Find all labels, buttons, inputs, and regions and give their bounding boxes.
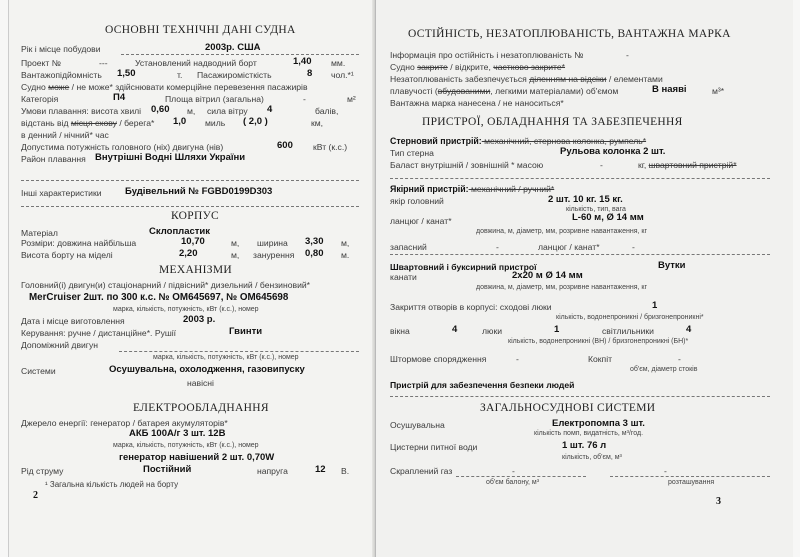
current-label: Рід струму — [21, 466, 64, 476]
wave-height-value: 0,60 — [151, 104, 170, 115]
year-place-label: Рік і місце побудови — [21, 44, 101, 54]
sail-area-unit: м² — [347, 94, 356, 104]
storm-value: - — [516, 354, 519, 364]
storm-label: Штормове спорядження — [390, 354, 487, 364]
beam-label: ширина — [257, 238, 288, 248]
passengers-unit: чол.*¹ — [331, 70, 354, 80]
capacity-label: Вантажопідйомність — [21, 70, 102, 80]
windows-value: 4 — [452, 324, 458, 335]
gas-value: - — [512, 466, 515, 476]
year-place-line — [121, 54, 359, 55]
conditions-label: Умови плавання: висота хвилі — [21, 106, 142, 116]
material-value: Склопластик — [149, 226, 211, 237]
stability-title: ОСТІЙНІСТЬ, НЕЗАТОПЛЮВАНІСТЬ, ВАНТАЖНА МАРКА — [408, 28, 731, 40]
gas-line — [456, 476, 586, 477]
page-number-left: 2 — [33, 490, 38, 501]
voltage-value: 12 — [315, 464, 326, 475]
engine-value: MerCruiser 2шт. по 300 к.с. № OM645697, № OM645698 — [29, 292, 289, 303]
ropes-value: 2х20 м Ø 14 мм — [512, 270, 583, 281]
mfg-label: Дата і місце виготовлення — [21, 316, 125, 326]
anchor-device-line: Якірний пристрій: механічний / ручний* — [390, 184, 555, 194]
page-number-right: 3 — [716, 496, 721, 507]
other-label: Інші характеристики — [21, 188, 102, 198]
spare-blank-line — [390, 254, 770, 255]
systems-label: Системи — [21, 366, 56, 376]
wave-height-unit: м, — [187, 106, 196, 116]
project-label: Проект № — [21, 58, 61, 68]
ballast-tail: кг, швартовний пристрій* — [638, 160, 737, 170]
ballast-value: - — [600, 160, 603, 170]
electrical-title: ЕЛЕКТРООБЛАДНАННЯ — [133, 402, 269, 414]
windows-label: вікна — [390, 326, 410, 336]
draft-unit: м. — [341, 250, 350, 260]
stability-info-value: - — [626, 50, 629, 60]
general-systems-title: ЗАГАЛЬНОСУДНОВІ СИСТЕМИ — [480, 402, 656, 414]
engine-label: Головний(і) двигун(и) стаціонарний / підвісний* дизельний / бензиновий* — [21, 280, 311, 290]
right-page — [375, 0, 793, 557]
anchor-main-sub: кількість, тип, вага — [566, 206, 626, 213]
power-label: Допустима потужність головного (нiх) двигуна (нiв) — [21, 142, 224, 152]
chain-value: L-60 м, Ø 14 мм — [572, 212, 644, 223]
hatches-value: 1 — [554, 324, 560, 335]
category-value: П4 — [113, 92, 126, 103]
anchor-main-label: якір головний — [390, 196, 444, 206]
project-value: --- — [99, 58, 108, 68]
hull-closures-value: 1 — [652, 300, 658, 311]
closed-line: Судно закрите / відкрите, частково закрите* — [390, 62, 566, 72]
length-value: 10,70 — [181, 236, 205, 247]
voltage-label: напруга — [257, 466, 288, 476]
stability-info-label: Інформація про остійність і незатоплюваність № — [390, 50, 584, 60]
draft-value: 0,80 — [305, 248, 324, 259]
drain-value: Електропомпа 3 шт. — [552, 418, 645, 429]
beam-value: 3,30 — [305, 236, 324, 247]
draft-label: занурення — [253, 250, 295, 260]
storm-sub: об'єм, діаметр стоків — [630, 366, 698, 373]
drain-label: Осушувальна — [390, 420, 445, 430]
depth-label: Висота борту на мiделi — [21, 250, 113, 260]
generator-value: генератор навішений 2 шт. 0,70W — [119, 452, 275, 463]
unsinkability-line: Незатоплюваність забезпечується діленням на відсіки / елементами — [390, 74, 663, 84]
skylights-label: світлильники — [602, 326, 654, 336]
steering-device-line: Стерновий пристрій: механічний, стернова колонка, румпель* — [390, 136, 647, 146]
steering-value: Гвинти — [229, 326, 263, 337]
aux-sub: марка, кількість, потужність, кВт (к.с.), номер — [153, 354, 299, 361]
water-label: Цистерни питної води — [390, 442, 478, 452]
cockpit-value: - — [678, 354, 681, 364]
anchor-main-value: 2 шт. 10 кг. 15 кг. — [548, 194, 623, 205]
power-source-sub: марка, кількість, потужність, кВт (к.с.), номер — [113, 442, 259, 449]
safety-blank-line — [390, 396, 770, 397]
engine-sub: марка, кількість, потужність, кВт (к.с.), номер — [113, 306, 259, 313]
power-unit: кВт (к.с.) — [313, 142, 348, 152]
sail-area-label: Площа вітрил (загальна) — [165, 94, 264, 104]
equipment-title: ПРИСТРОЇ, ОБЛАДНАННЯ ТА ЗАБЕЗПЕЧЕННЯ — [422, 116, 683, 128]
ballast-blank-line — [390, 178, 770, 179]
spare-chain-value: - — [632, 242, 635, 252]
gas-sub: об'єм балону, м³ — [486, 479, 540, 486]
chain-label: ланцюг / канат* — [390, 216, 452, 226]
steering-label: Керування: ручне / дистанційне*. Рушії — [21, 328, 177, 338]
wind-unit: балів, — [315, 106, 339, 116]
freeboard-label: Установлений надводний борт — [135, 58, 257, 68]
passengers-value: 8 — [307, 68, 313, 79]
buoyancy-value: В наяві — [652, 84, 687, 95]
passengers-label: Пасажиромісткість — [197, 70, 272, 80]
mooring-value: Вутки — [658, 260, 686, 271]
area-blank-line — [21, 180, 359, 181]
spare-value: - — [496, 242, 499, 252]
power-source-value: АКБ 100А/г 3 шт. 12В — [129, 428, 226, 439]
freeboard-unit: мм. — [331, 58, 346, 68]
sail-area-value: - — [303, 94, 306, 104]
systems-value: Осушувальна, охолодження, газовипуску — [109, 364, 305, 375]
commercial-line: Судно може / не може* здійснювати комерційне перевезення пасажирів — [21, 82, 308, 92]
freeboard-value: 1,40 — [293, 56, 312, 67]
systems-value2: навісні — [187, 378, 214, 388]
current-value: Постійний — [143, 464, 192, 475]
rudder-type-label: Тип стерна — [390, 148, 434, 158]
mfg-value: 2003 р. — [183, 314, 216, 325]
hatches-label: люки — [482, 326, 503, 336]
main-tech-data-title: ОСНОВНІ ТЕХНІЧНІ ДАНІ СУДНА — [105, 24, 296, 36]
power-source-label: Джерело енергії: генератор / батарея акумуляторів* — [21, 418, 228, 428]
footnote: ¹ Загальна кількість людей на борту — [45, 480, 179, 489]
mooring-label: Швартовний і буксирний пристрої — [390, 262, 537, 272]
aux-label: Допоміжний двигун — [21, 340, 98, 350]
distance-km-value: ( 2,0 ) — [243, 116, 268, 127]
wind-value: 4 — [267, 104, 273, 115]
water-value: 1 шт. 76 л — [562, 440, 607, 451]
rudder-type-value: Рульова колонка 2 шт. — [560, 146, 666, 157]
spare-label: запасний — [390, 242, 427, 252]
depth-value: 2,20 — [179, 248, 198, 259]
safety-label: Пристрій для забезпечення безпеки людей — [390, 380, 575, 390]
day-night-text: в денний / нічний* час — [21, 130, 109, 140]
voltage-unit: В. — [341, 466, 350, 476]
gas-sub2: розташування — [668, 479, 715, 486]
distance-km-unit: км, — [311, 118, 324, 128]
drain-sub: кількість помп, видатність, м³/год. — [534, 430, 644, 437]
distance-miles-value: 1,0 — [173, 116, 187, 127]
ballast-line: Баласт внутрішній / зовнішній * масою — [390, 160, 544, 170]
windows-sub: кількість, водонепроникні (ВН) / бризгонепроникні (БН)* — [508, 338, 689, 345]
left-page — [8, 0, 376, 557]
year-place-value: 2003р. США — [205, 42, 261, 53]
length-unit: м, — [231, 238, 240, 248]
hull-closures-label: Закриття отворів в корпусі: сходові люки — [390, 302, 552, 312]
other-blank-line — [21, 206, 359, 207]
length-label: Розміри: довжина найбільша — [21, 238, 137, 248]
chain-sub: довжина, м, діаметр, мм, розривне навантаження, кг — [476, 228, 647, 235]
spare-chain-label: ланцюг / канат* — [538, 242, 600, 252]
depth-unit: м, — [231, 250, 240, 260]
distance-miles-unit: миль — [205, 118, 226, 128]
material-label: Матеріал — [21, 228, 58, 238]
gas-line-2 — [610, 476, 770, 477]
area-value: Внутрішні Водні Шляхи України — [95, 152, 246, 163]
other-value: Будівельний № FGBD0199D303 — [125, 186, 273, 197]
gas-value2: - — [664, 466, 667, 476]
ropes-label: канати — [390, 272, 417, 282]
power-value: 600 — [277, 140, 293, 151]
cockpit-label: Кокпіт — [588, 354, 613, 364]
skylights-value: 4 — [686, 324, 692, 335]
capacity-unit: т. — [177, 70, 183, 80]
load-line-text: Вантажна марка нанесена / не наноситься* — [390, 98, 564, 108]
category-label: Категорія — [21, 94, 59, 104]
hull-closures-sub: кількість, водонепроникні / бризгонепроникні* — [556, 314, 704, 321]
aux-line — [119, 351, 359, 352]
buoyancy-unit: м³* — [712, 86, 725, 96]
distance-line: відстань від місця схову / берега* — [21, 118, 155, 128]
beam-unit: м, — [341, 238, 350, 248]
mechanisms-title: МЕХАНІЗМИ — [159, 264, 232, 276]
capacity-value: 1,50 — [117, 68, 136, 79]
gas-label: Скраплений газ — [390, 466, 453, 476]
wind-label: сила вітру — [207, 106, 248, 116]
ropes-sub: довжина, м, діаметр, мм, розривне навантаження, кг — [476, 284, 647, 291]
water-sub: кількість, об'єм, м³ — [562, 454, 622, 461]
buoyancy-line: плавучості (вбудованими, легкими матеріалами) об'ємом — [390, 86, 619, 96]
hull-title: КОРПУС — [171, 210, 220, 222]
area-label: Район плавання — [21, 154, 86, 164]
